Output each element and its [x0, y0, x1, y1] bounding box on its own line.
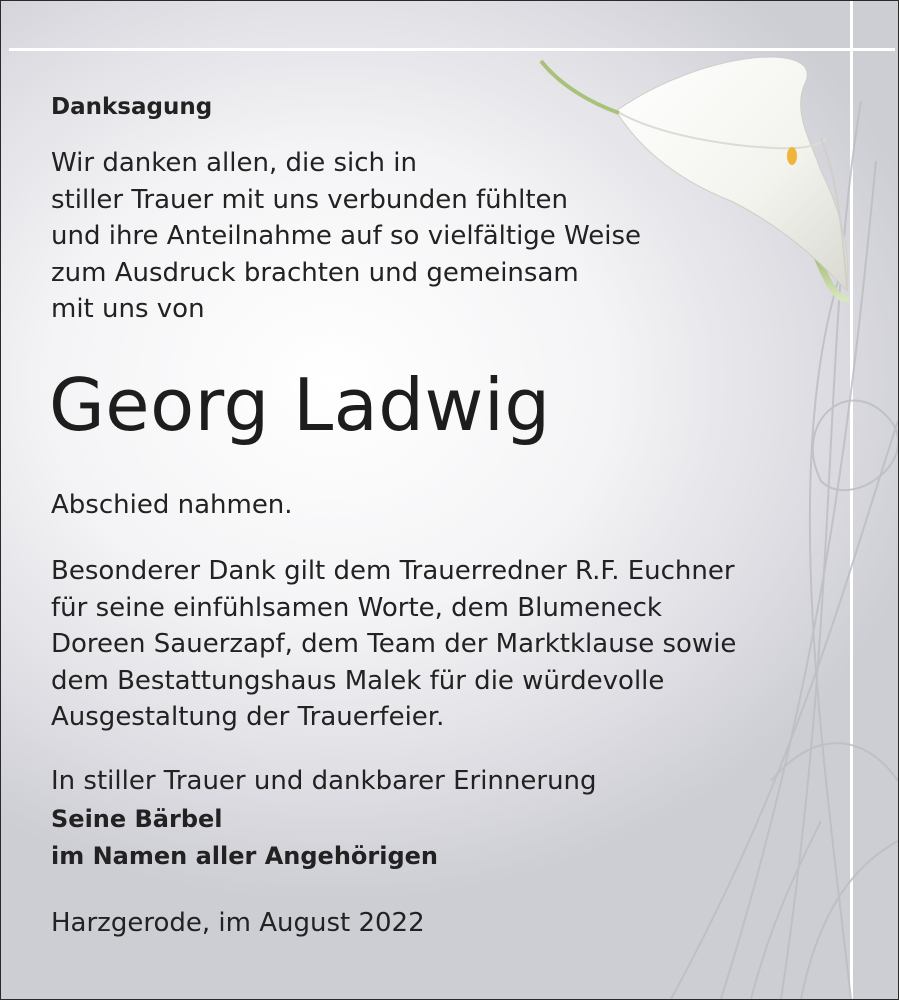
grass-lines: [671, 101, 898, 999]
signature-name: Seine Bärbel: [51, 805, 223, 833]
closing-text: In stiller Trauer und dankbarer Erinnerung: [51, 766, 597, 796]
deceased-name: Georg Ladwig: [49, 363, 551, 447]
signature-family: im Namen aller Angehörigen: [51, 842, 439, 870]
intro-text: Wir danken allen, die sich in stiller Trauer mit uns verbunden fühlten und ihre Anteilnahme auf so vielfältige Weise zum Ausdruck brachten und gemeinsam mit uns von: [51, 148, 642, 324]
lily-pistil: [787, 147, 797, 165]
farewell-text: Abschied nahmen.: [51, 490, 293, 520]
heading: Danksagung: [51, 94, 213, 120]
special-thanks-text: Besonderer Dank gilt dem Trauerredner R.F. Euchner für seine einfühlsamen Worte, dem Blumeneck Doreen Sauerzapf, dem Team der Marktklause sowie dem Bestattungshaus Malek für die würdevolle Ausgestaltung der Trauerfeier.: [51, 556, 737, 732]
place-date: Harzgerode, im August 2022: [51, 908, 425, 938]
